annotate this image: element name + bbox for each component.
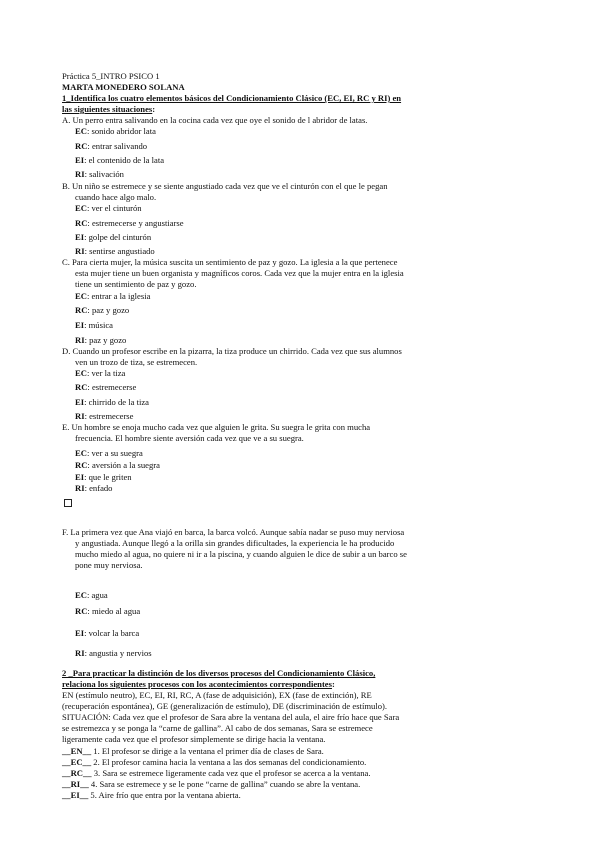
item-c-text-line3: tiene un sentimiento de paz y gozo. <box>75 279 197 289</box>
item-d-rc: RC: estremecerse <box>75 382 137 392</box>
item-b-ri: RI: sentirse angustiado <box>75 246 155 256</box>
item-c-ri: RI: paz y gozo <box>75 335 127 345</box>
q2-item: __RI__ 4. Sara se estremece y se le pone “carne de gallina” cuando se abre la ventana. <box>62 779 361 789</box>
item-d-ec: EC: ver la tiza <box>75 368 126 378</box>
q1-title-line2: las siguientes situaciones: <box>62 104 156 114</box>
item-b-rc: RC: estremecerse y angustiarse <box>75 218 184 228</box>
q2-item: __EI__ 5. Aire frío que entra por la ventana abierta. <box>62 790 241 800</box>
item-d-text-line2: ven un trozo de tiza, se estremecen. <box>75 357 198 367</box>
item-e-rc: RC: aversión a la suegra <box>75 460 160 470</box>
item-f-ei: EI: volcar la barca <box>75 628 140 638</box>
item-a-rc: RC: entrar salivando <box>75 141 148 151</box>
item-b-ec: EC: ver el cinturón <box>75 203 142 213</box>
item-b-text-line2: cuando hace algo malo. <box>75 192 157 202</box>
course-header: Práctica 5_INTRO PSICO 1 <box>62 71 160 81</box>
item-e-ei: EI: que le griten <box>75 472 132 482</box>
q2-item: __RC__ 3. Sara se estremece ligeramente cada vez que el profesor se acerca a la ventana. <box>62 768 371 778</box>
item-f-text-line4: pone muy nerviosa. <box>75 560 143 570</box>
item-d-ri: RI: estremecerse <box>75 411 134 421</box>
item-f-ri: RI: angustia y nervios <box>75 648 152 658</box>
item-d-text-line1: D. Cuando un profesor escribe en la pizarra, la tiza produce un chirrido. Cada vez que sus alumnos <box>62 346 402 356</box>
item-c-ei: EI: música <box>75 320 113 330</box>
q2-situation-line3: ligeramente cada vez que el profesor simplemente se dirige hacia la ventana. <box>62 734 326 744</box>
item-a-text: A. Un perro entra salivando en la cocina cada vez que oye el sonido de l abridor de latas. <box>62 115 368 125</box>
item-f-text-line2: y angustiada. Aunque llegó a la orilla sin grandes dificultades, la experiencia le ha producido <box>75 538 395 548</box>
item-a-ec: EC: sonido abridor lata <box>75 126 156 136</box>
q2-legend-line1: EN (estímulo neutro), EC, EI, RI, RC, A (fase de adquisición), EX (fase de extinción), RE <box>62 690 372 700</box>
item-c-rc: RC: paz y gozo <box>75 305 130 315</box>
item-c-text-line1: C. Para cierta mujer, la música suscita un sentimiento de paz y gozo. La iglesia a la que pertenece <box>62 257 398 267</box>
item-b-ei: EI: golpe del cinturón <box>75 232 152 242</box>
item-e-text-line1: E. Un hombre se enoja mucho cada vez que alguien le grita. Su suegra le grita con mucha <box>62 422 371 432</box>
item-a-ri: RI: salivación <box>75 169 124 179</box>
item-f-text-line1: F. La primera vez que Ana viajó en barca, la barca volcó. Aunque sabía nadar se puso muy nerviosa <box>62 527 405 537</box>
item-f-text-line3: mucho miedo al agua, no quiere ni ir a la piscina, y cuando alguien le dice de subir a un barco se <box>75 549 407 559</box>
author-name: MARTA MONEDERO SOLANA <box>62 82 185 92</box>
item-b-text-line1: B. Un niño se estremece y se siente angustiado cada vez que ve el cinturón con el que le pegan <box>62 181 388 191</box>
item-e-text-line2: frecuencia. El hombre siente aversión cada vez que ve a su suegra. <box>75 433 304 443</box>
empty-checkbox-icon <box>64 499 72 507</box>
item-e-ri: RI: enfado <box>75 483 113 493</box>
item-d-ei: EI: chirrido de la tiza <box>75 397 149 407</box>
q2-title-line2: relaciona los siguientes procesos con los acontecimientos correspondientes: <box>62 679 335 689</box>
q2-legend-line2: (recuperación espontánea), GE (generalización de estímulo), DE (discriminación de estímulo). <box>62 701 388 711</box>
item-a-ei: EI: el contenido de la lata <box>75 155 165 165</box>
q2-item: __EN__ 1. El profesor se dirige a la ventana el primer día de clases de Sara. <box>62 746 324 756</box>
item-f-rc: RC: miedo al agua <box>75 606 141 616</box>
item-c-text-line2: esta mujer tiene un buen organista y magníficos coros. Cada vez que la mujer entra en la iglesia <box>75 268 404 278</box>
q2-situation-line2: se estremezca y se ponga la “carne de gallina”. Al cabo de dos semanas, Sara se estremece <box>62 723 373 733</box>
q2-item: __EC__ 2. El profesor camina hacia la ventana a las dos semanas del condicionamiento. <box>62 757 367 767</box>
item-c-ec: EC: entrar a la iglesia <box>75 291 151 301</box>
q2-situation-line1: SITUACIÓN: Cada vez que el profesor de Sara abre la ventana del aula, el aire frío hace que Sara <box>62 712 400 722</box>
q1-title-line1: 1_Identifica los cuatro elementos básicos del Condicionamiento Clásico (EC, EI, RC y RI) en <box>62 93 402 103</box>
item-f-ec: EC: agua <box>75 590 108 600</box>
q2-title-line1: 2 _Para practicar la distinción de los diversos procesos del Condicionamiento Clásico, <box>62 668 376 678</box>
item-e-ec: EC: ver a su suegra <box>75 448 143 458</box>
